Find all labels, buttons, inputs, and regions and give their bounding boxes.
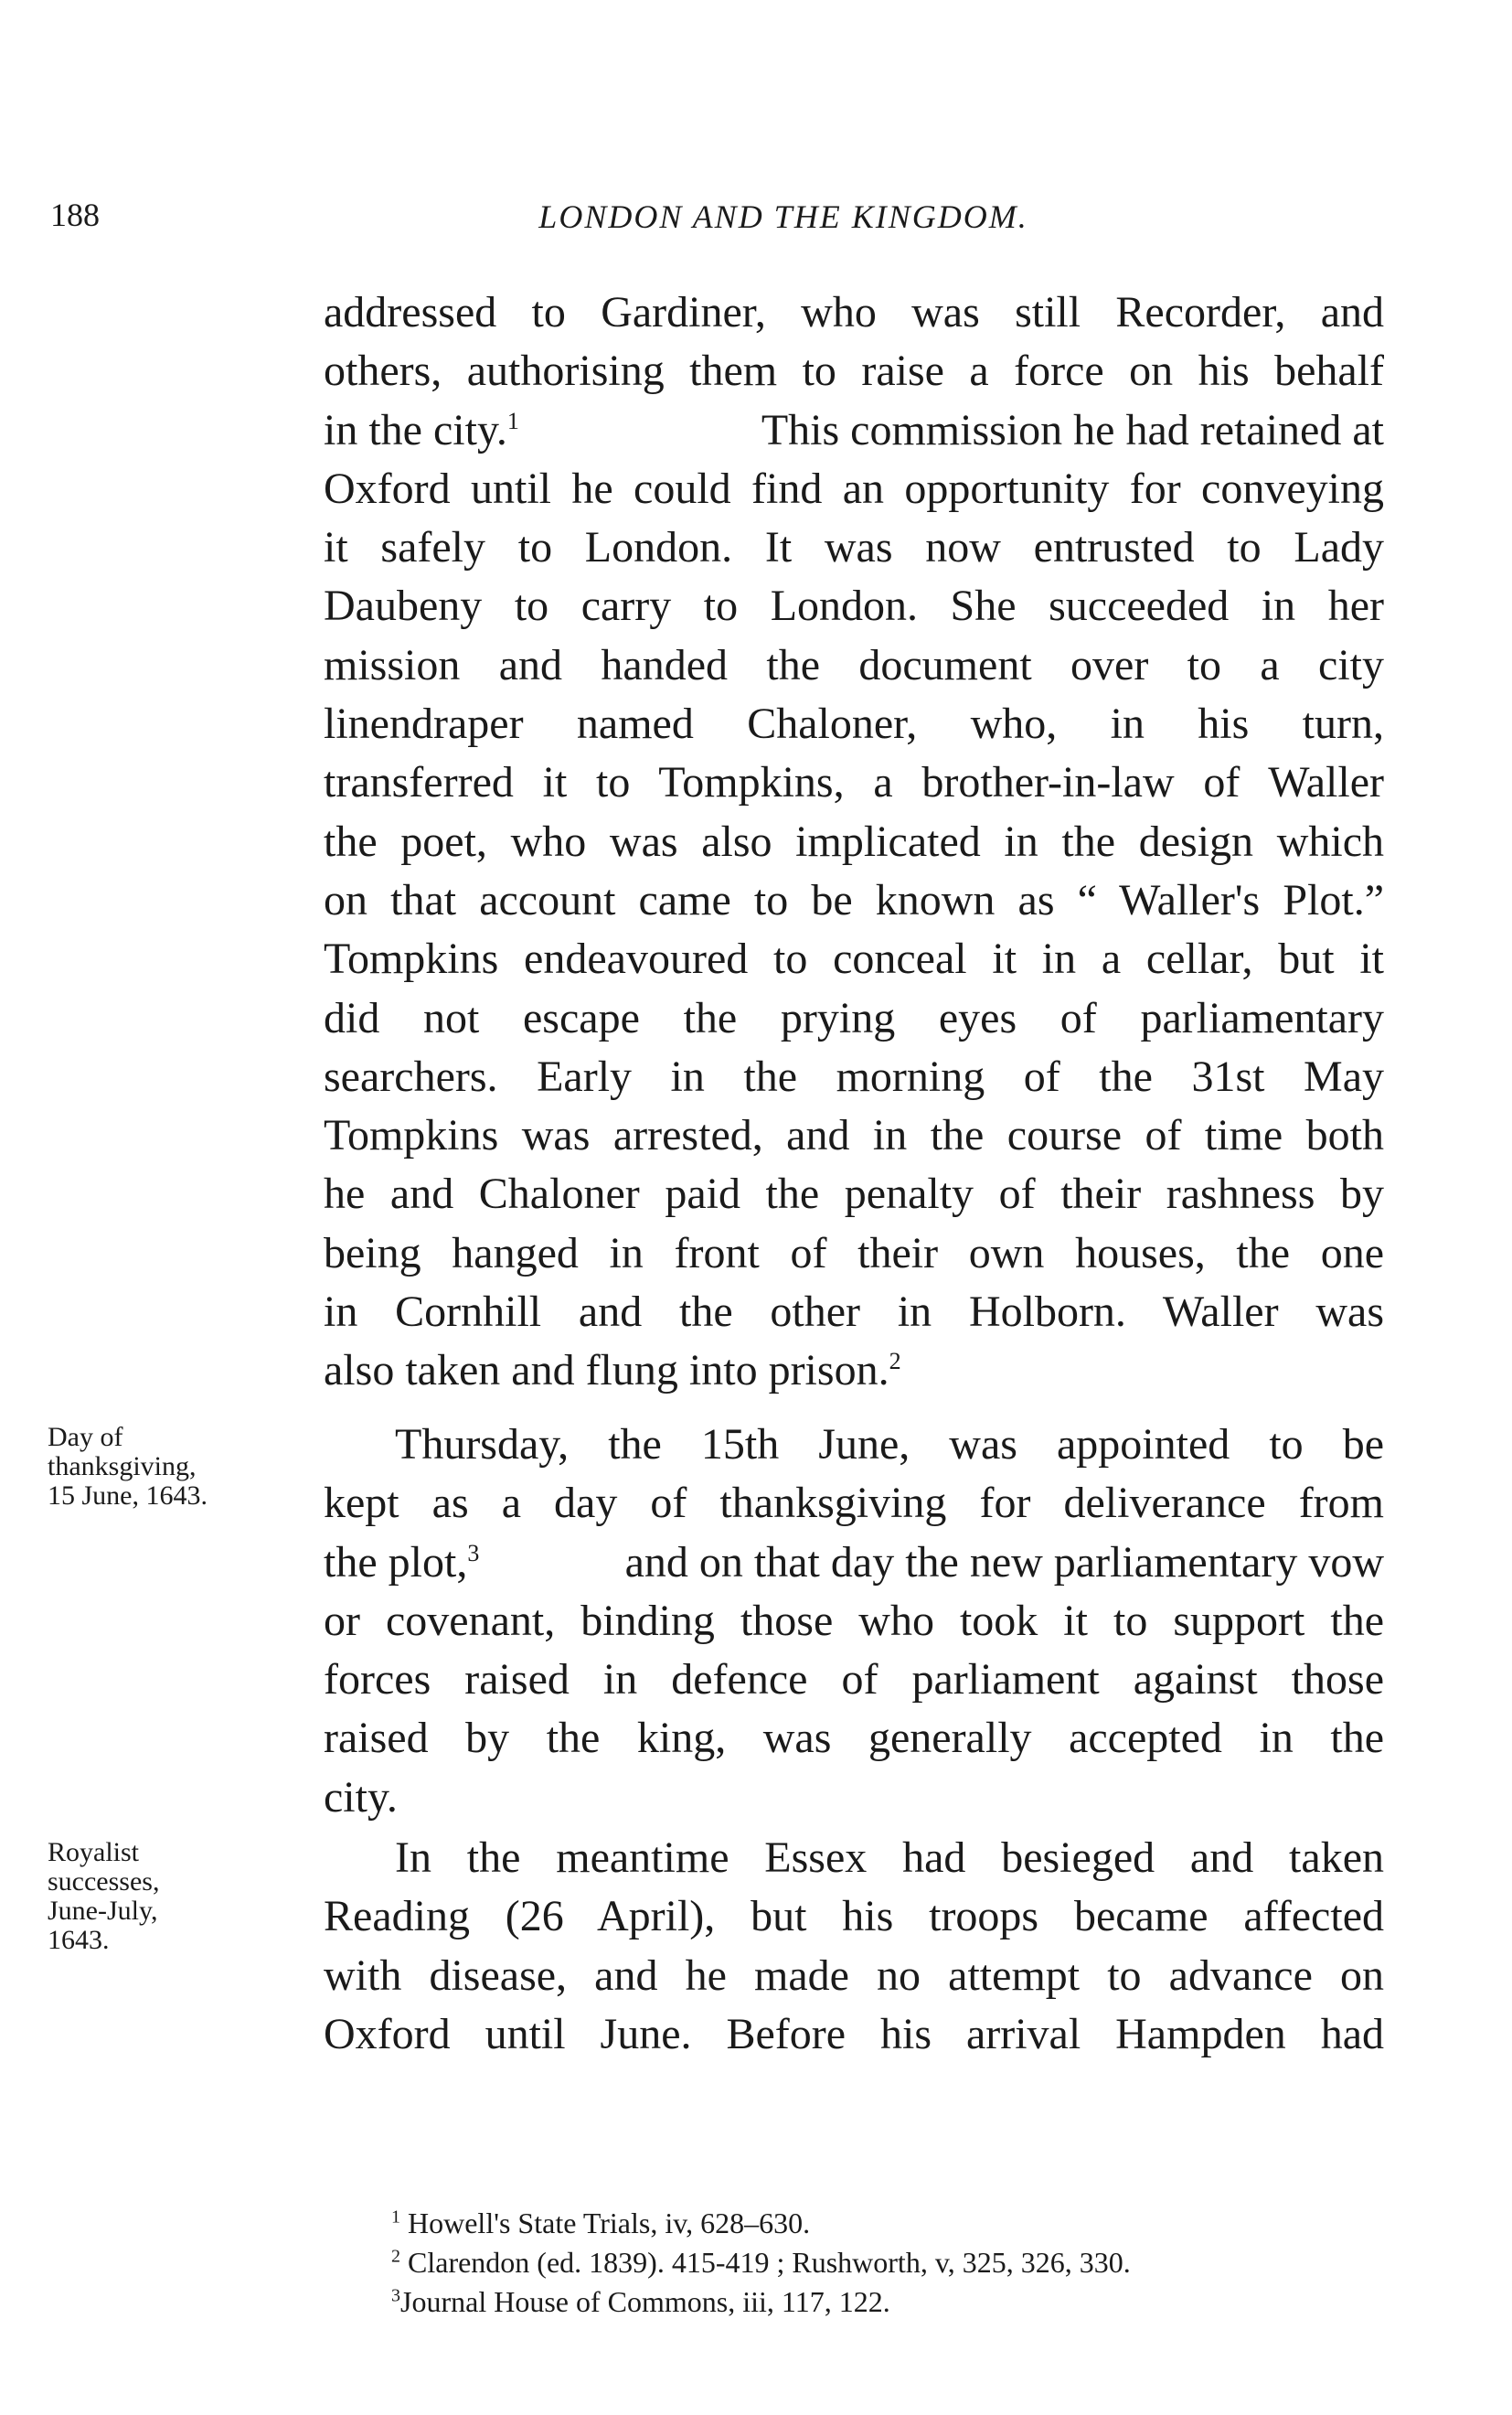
footnote-text: Howell's State Trials, iv, 628–630. — [408, 2207, 811, 2239]
footnote-mark: 3 — [391, 2285, 400, 2306]
text-line: Thursday, the 15th June, was appointed to be — [395, 1420, 1384, 1469]
text-line: on that account came to be known as “ Waller's Plot.” — [324, 875, 1384, 924]
text-fragment: the plot, — [324, 1537, 468, 1587]
text-line: Oxford until he could find an opportunity for conveying — [324, 464, 1384, 513]
text-line: did not escape the prying eyes of parliamentary — [324, 993, 1384, 1042]
text-line: forces raised in defence of parliament against those — [324, 1655, 1384, 1704]
page-number: 188 — [50, 197, 100, 233]
margin-note-line: Day of — [48, 1422, 123, 1452]
text-line: it safely to London. It was now entrusted to Lady — [324, 523, 1384, 572]
margin-note-line: Royalist — [48, 1837, 140, 1867]
text-line: linendraper named Chaloner, who, in his turn, — [324, 700, 1384, 749]
footnote-mark: 1 — [391, 2207, 400, 2228]
running-head: LONDON AND THE KINGDOM. — [538, 198, 1028, 235]
footnote-mark: 2 — [391, 2246, 400, 2267]
text-line: city. — [324, 1772, 398, 1822]
text-line: Tompkins was arrested, and in the course of time both — [324, 1111, 1384, 1160]
footnote-ref-1: 1 — [506, 407, 519, 434]
footnote-text: Journal House of Commons, iii, 117, 122. — [400, 2285, 890, 2318]
margin-note-line: June-July, — [48, 1896, 158, 1926]
text-line: addressed to Gardiner, who was still Recorder, and — [324, 288, 1384, 337]
text-line — [324, 1341, 1384, 1400]
text-line: Daubeny to carry to London. She succeeded in her — [324, 582, 1384, 631]
text-line — [324, 1533, 1384, 1592]
paragraph-2 — [324, 1416, 1384, 1827]
text-fragment: in the city. — [324, 405, 507, 454]
text-line: in Cornhill and the other in Holborn. Waller was — [324, 1288, 1384, 1337]
text-fragment: and on that day the new parliamentary vow — [624, 1537, 1384, 1587]
text-line: with disease, and he made no attempt to advance on — [324, 1950, 1384, 2000]
footnote — [391, 2243, 1397, 2282]
footnote-text: Clarendon (ed. 1839). 415-419 ; Rushworth, v, 325, 326, 330. — [408, 2246, 1131, 2279]
paragraph-3 — [324, 1829, 1384, 2064]
text-line: Tompkins endeavoured to conceal it in a cellar, but it — [324, 935, 1384, 984]
footnote — [391, 2204, 1397, 2243]
margin-note-line: thanksgiving, — [48, 1451, 197, 1481]
text-line: Reading (26 April), but his troops became affected — [324, 1892, 1384, 1941]
margin-note-line: 15 June, 1643. — [48, 1480, 208, 1511]
text-line: In the meantime Essex had besieged and taken — [395, 1833, 1384, 1882]
footnote-ref-2: 2 — [889, 1348, 901, 1375]
paragraph-1 — [324, 283, 1384, 1401]
text-line: mission and handed the document over to a city — [324, 640, 1384, 689]
text-line: others, authorising them to raise a force on his behalf — [324, 347, 1384, 396]
text-line: searchers. Early in the morning of the 31st May — [324, 1052, 1384, 1101]
text-line: transferred it to Tompkins, a brother-in-law of Waller — [324, 758, 1384, 807]
footnote-ref-3: 3 — [467, 1539, 480, 1566]
margin-note-line: successes, — [48, 1866, 160, 1897]
text-line: raised by the king, was generally accepted in the — [324, 1714, 1384, 1763]
footnotes — [391, 2204, 1397, 2322]
text-line: being hanged in front of their own houses, the one — [324, 1228, 1384, 1277]
text-line — [324, 401, 1384, 460]
text-line: he and Chaloner paid the penalty of their rashness by — [324, 1170, 1384, 1219]
text-fragment: also taken and flung into prison. — [324, 1346, 889, 1395]
text-line: Oxford until June. Before his arrival Hampden had — [324, 2009, 1384, 2058]
text-line: kept as a day of thanksgiving for deliverance from — [324, 1479, 1384, 1528]
text-line: the poet, who was also implicated in the design which — [324, 817, 1384, 866]
text-line: or covenant, binding those who took it to support the — [324, 1596, 1384, 1645]
margin-note-royalist — [48, 1838, 322, 1955]
margin-note-line: 1643. — [48, 1925, 110, 1955]
margin-note-thanksgiving — [48, 1423, 322, 1511]
footnote — [391, 2282, 1397, 2322]
text-fragment: This commission he had retained at — [761, 405, 1384, 454]
